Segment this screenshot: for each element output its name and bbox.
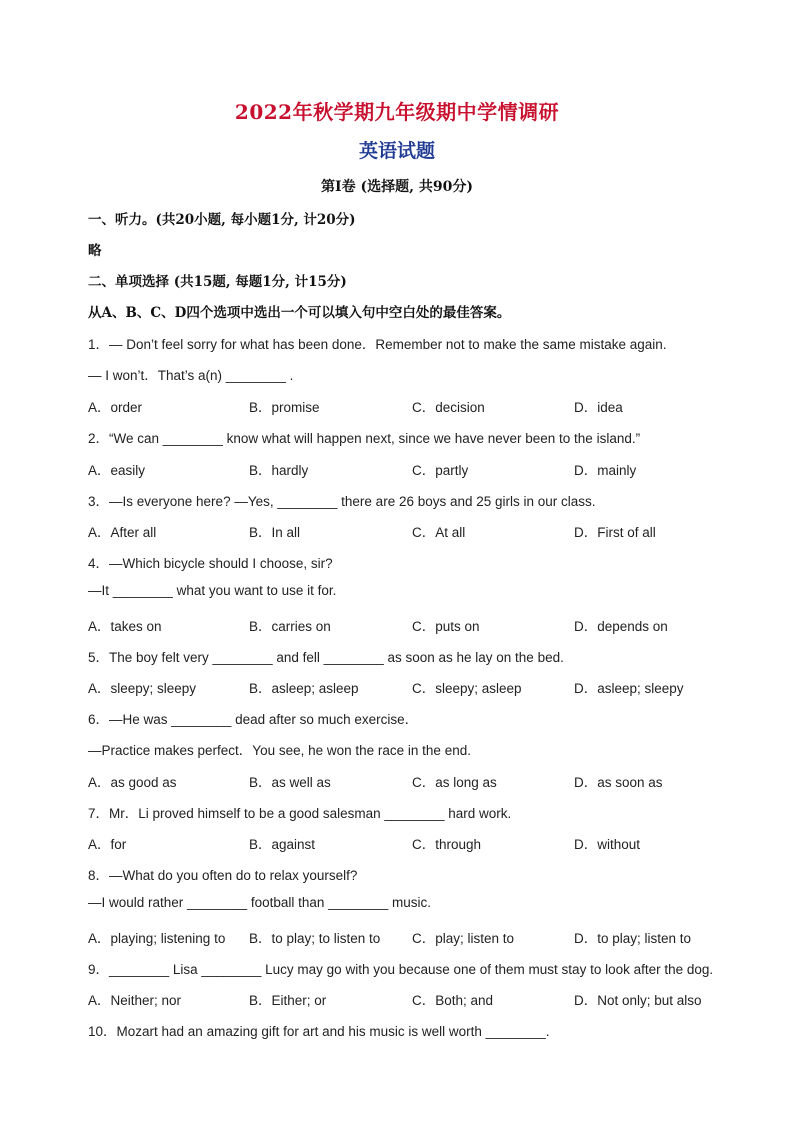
question-8-option-a: A．playing; listening to [88, 931, 226, 946]
question-3-option-a: A．After all [88, 525, 157, 540]
question-3-option-d: D．First of all [574, 525, 656, 540]
question-1-option-b: B．promise [249, 400, 320, 415]
listening-body: 略 [88, 243, 102, 259]
question-4-line-1: 4．—Which bicycle should I choose, sir? [88, 556, 333, 571]
question-6-option-a: A．as good as [88, 775, 177, 790]
listening-heading: 一、听力。(共20小题, 每小题1分, 计20分) [88, 212, 356, 228]
question-4-option-c: C．puts on [412, 619, 480, 634]
question-9-line-1: 9．________ Lisa ________ Lucy may go with you because one of them must stay to look after the dog. [88, 962, 714, 977]
volume-heading: 第Ⅰ卷 (选择题, 共90分) [321, 179, 473, 195]
question-3-line-1: 3．—Is everyone here? —Yes, ________ there are 26 boys and 25 girls in our class. [88, 494, 596, 509]
question-7-option-a: A．for [88, 837, 127, 852]
question-2-line-1: 2．“We can ________ know what will happen next, since we have never been to the island.” [88, 431, 641, 446]
question-4-option-b: B．carries on [249, 619, 331, 634]
question-5-option-c: C．sleepy; asleep [412, 681, 522, 696]
question-7-line-1: 7．Mr．Li proved himself to be a good salesman ________ hard work. [88, 806, 512, 821]
question-5-option-a: A．sleepy; sleepy [88, 681, 197, 696]
question-8-line-1: 8．—What do you often do to relax yourself? [88, 868, 358, 883]
question-7-option-b: B．against [249, 837, 316, 852]
question-1-option-d: D．idea [574, 400, 623, 415]
question-2-option-b: B．hardly [249, 463, 309, 478]
question-1-option-a: A．order [88, 400, 143, 415]
question-1-line-1: 1．— Don’t feel sorry for what has been done．Remember not to make the same mistake again. [88, 337, 667, 352]
question-6-line-1: 6．—He was ________ dead after so much exercise． [88, 712, 419, 727]
question-3-option-b: B．In all [249, 525, 301, 540]
question-5-option-b: B．asleep; asleep [249, 681, 359, 696]
question-7-option-c: C．through [412, 837, 482, 852]
question-10-line-1: 10．Mozart had an amazing gift for art and his music is well worth ________. [88, 1024, 550, 1039]
question-5-option-d: D．asleep; sleepy [574, 681, 684, 696]
question-9-option-c: C．Both; and [412, 993, 494, 1008]
choice-heading: 二、单项选择 (共15题, 每题1分, 计15分) [88, 274, 347, 290]
question-8-option-c: C．play; listen to [412, 931, 515, 946]
question-4-option-d: D．depends on [574, 619, 668, 634]
question-3-option-c: C．At all [412, 525, 466, 540]
question-8-line-2: —I would rather ________ football than ________ music. [88, 895, 431, 910]
question-2-option-a: A．easily [88, 463, 146, 478]
question-6-option-b: B．as well as [249, 775, 331, 790]
question-2-option-c: C．partly [412, 463, 469, 478]
question-2-option-d: D．mainly [574, 463, 637, 478]
question-6-option-d: D．as soon as [574, 775, 663, 790]
question-1-line-2: — I won’t．That’s a(n) ________ . [88, 368, 294, 383]
question-9-option-b: B．Either; or [249, 993, 327, 1008]
question-6-line-2: —Practice makes perfect．You see, he won the race in the end. [88, 743, 471, 758]
question-6-option-c: C．as long as [412, 775, 497, 790]
exam-subtitle: 英语试题 [358, 140, 435, 162]
question-8-option-d: D．to play; listen to [574, 931, 692, 946]
question-4-option-a: A．takes on [88, 619, 162, 634]
question-9-option-a: A．Neither; nor [88, 993, 182, 1008]
choice-instruction: 从A、B、C、D四个选项中选出一个可以填入句中空白处的最佳答案。 [88, 305, 511, 321]
question-7-option-d: D．without [574, 837, 641, 852]
question-9-option-d: D．Not only; but also [574, 993, 702, 1008]
question-8-option-b: B．to play; to listen to [249, 931, 381, 946]
question-5-line-1: 5．The boy felt very ________ and fell ________ as soon as he lay on the bed. [88, 650, 564, 665]
question-1-option-c: C．decision [412, 400, 485, 415]
exam-title: 2022年秋学期九年级期中学情调研 [234, 100, 560, 124]
question-4-line-2: —It ________ what you want to use it for. [88, 583, 337, 598]
